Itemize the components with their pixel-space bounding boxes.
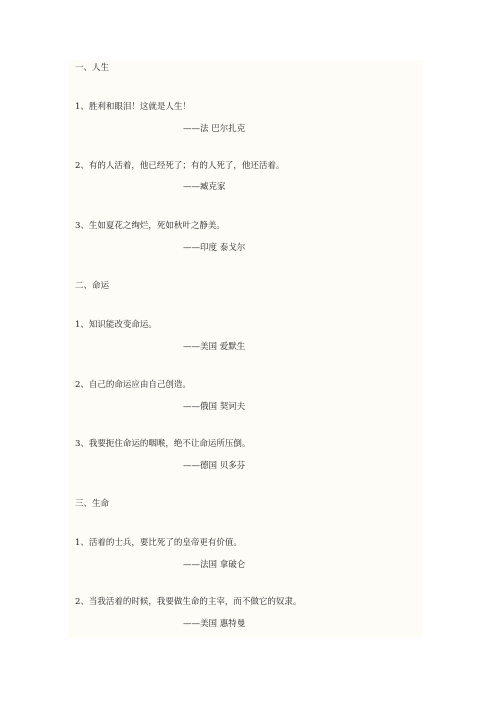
- section-heading-life: 一、人生: [75, 63, 110, 73]
- quote-text: 2、有的人活着，他已经死了；有的人死了，他还活着。: [75, 161, 285, 171]
- section-heading-life-span: 三、生命: [75, 499, 110, 509]
- quote-author: ——法 巴尔扎克: [183, 124, 246, 134]
- quotes-content-area: [68, 60, 423, 638]
- quote-author: ——印度 泰戈尔: [183, 243, 246, 253]
- quote-text: 1、活着的士兵，要比死了的皇帝更有价值。: [75, 538, 242, 548]
- quote-author: ——法国 拿破仑: [183, 560, 246, 570]
- quote-author: ——俄国 契诃夫: [183, 402, 246, 412]
- quote-text: 1、知识能改变命运。: [75, 320, 157, 330]
- quote-text: 1、胜利和眼泪！这就是人生！: [75, 102, 191, 112]
- quote-author: ——臧克家: [183, 182, 226, 192]
- quote-text: 2、自己的命运应由自己创造。: [75, 380, 191, 390]
- quote-author: ——美国 爱默生: [183, 342, 246, 352]
- section-heading-fate: 二、命运: [75, 281, 110, 291]
- quote-text: 3、生如夏花之绚烂，死如秋叶之静美。: [75, 221, 225, 231]
- quote-author: ——美国 惠特曼: [183, 619, 246, 629]
- quote-author: ——德国 贝多芬: [183, 461, 246, 471]
- quote-text: 3、我要扼住命运的咽喉，绝不让命运所压倒。: [75, 439, 251, 449]
- quote-text: 2、当我活着的时候，我要做生命的主宰，而不做它的奴隶。: [75, 597, 302, 607]
